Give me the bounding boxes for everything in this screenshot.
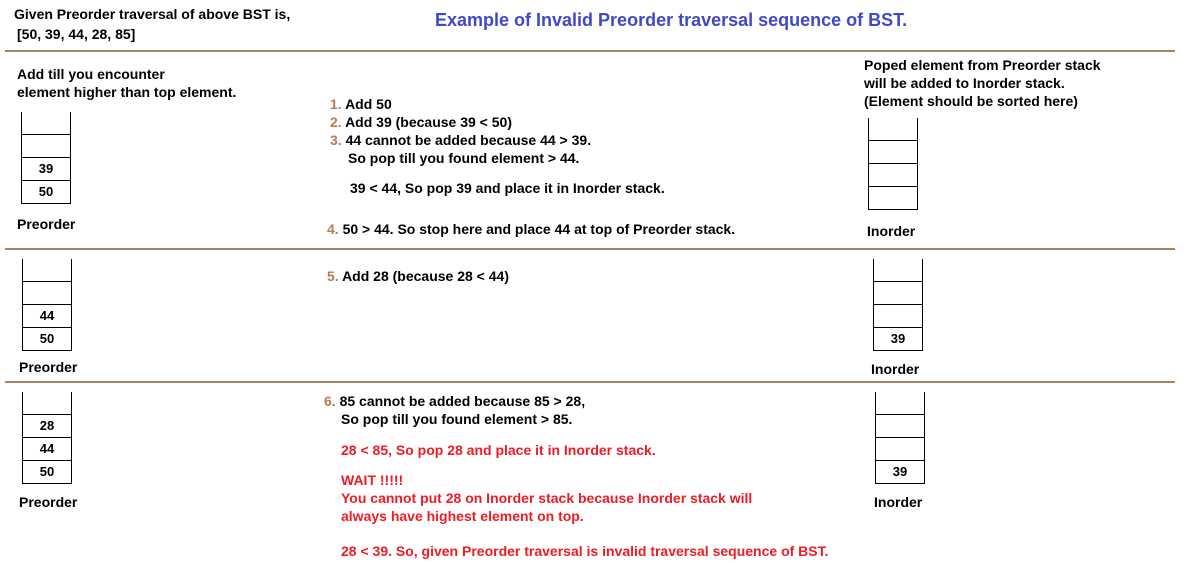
stack-cell bbox=[22, 392, 72, 415]
step-6-continued: So pop till you found element > 85. bbox=[341, 411, 573, 427]
stack-cell bbox=[21, 135, 71, 158]
left-note-line-1: Add till you encounter bbox=[17, 66, 165, 82]
given-line-2: [50, 39, 44, 28, 85] bbox=[17, 26, 136, 42]
stack-cell: 44 bbox=[22, 438, 72, 461]
step-5-number: 5. bbox=[327, 268, 339, 284]
step-4-text: 50 > 44. So stop here and place 44 at top of Preorder stack. bbox=[342, 221, 736, 237]
pop-28-note: 28 < 85, So pop 28 and place it in Inorder stack. bbox=[341, 442, 656, 458]
step-1 bbox=[330, 95, 392, 113]
divider-2 bbox=[5, 248, 1175, 250]
given-line-1: Given Preorder traversal of above BST is, bbox=[14, 6, 291, 22]
preorder-stack-3 bbox=[22, 392, 72, 484]
stack-cell bbox=[873, 305, 923, 328]
stack-cell: 28 bbox=[22, 415, 72, 438]
step-6-text: 85 cannot be added because 85 > 28, bbox=[339, 393, 586, 409]
step-3-number: 3. bbox=[330, 132, 342, 148]
step-2-number: 2. bbox=[330, 114, 342, 130]
wait-note: WAIT !!!!! bbox=[341, 472, 404, 488]
inorder-stack-2 bbox=[873, 259, 923, 351]
step-2 bbox=[330, 113, 512, 131]
step-3 bbox=[330, 131, 591, 149]
stack-cell bbox=[22, 259, 72, 282]
stack-cell: 39 bbox=[873, 328, 923, 351]
left-note-line-2: element higher than top element. bbox=[17, 84, 237, 100]
right-note-line-3: (Element should be sorted here) bbox=[864, 93, 1078, 109]
step-3-text: 44 cannot be added because 44 > 39. bbox=[345, 132, 592, 148]
step-4 bbox=[327, 220, 735, 238]
stack-cell bbox=[875, 415, 925, 438]
step-1-text: Add 50 bbox=[345, 96, 392, 112]
step-6 bbox=[324, 392, 585, 410]
divider-3 bbox=[5, 381, 1175, 383]
stack-cell bbox=[868, 118, 918, 141]
preorder-label-3: Preorder bbox=[19, 494, 78, 510]
stack-cell bbox=[868, 164, 918, 187]
stack-cell bbox=[22, 282, 72, 305]
right-note-line-2: will be added to Inorder stack. bbox=[864, 75, 1065, 91]
step-5 bbox=[327, 267, 509, 285]
divider-1 bbox=[5, 50, 1175, 52]
stack-cell bbox=[868, 187, 918, 210]
preorder-stack-1 bbox=[21, 112, 71, 204]
step-2-text: Add 39 (because 39 < 50) bbox=[345, 114, 512, 130]
invalid-explanation-line-2: always have highest element on top. bbox=[341, 508, 584, 524]
preorder-stack-2 bbox=[22, 259, 72, 351]
preorder-label-1: Preorder bbox=[17, 216, 76, 232]
conclusion-note: 28 < 39. So, given Preorder traversal is invalid traversal sequence of BST. bbox=[341, 543, 829, 559]
inorder-stack-3 bbox=[875, 392, 925, 484]
step-5-text: Add 28 (because 28 < 44) bbox=[342, 268, 509, 284]
stack-cell: 39 bbox=[875, 461, 925, 484]
stack-cell: 39 bbox=[21, 158, 71, 181]
stack-cell: 44 bbox=[22, 305, 72, 328]
step-6-number: 6. bbox=[324, 393, 336, 409]
preorder-label-2: Preorder bbox=[19, 359, 78, 375]
stack-cell bbox=[875, 438, 925, 461]
stack-cell bbox=[21, 112, 71, 135]
stack-cell: 50 bbox=[22, 328, 72, 351]
stack-cell bbox=[875, 392, 925, 415]
inorder-label-2: Inorder bbox=[871, 361, 920, 377]
step-3-continued: So pop till you found element > 44. bbox=[348, 150, 580, 166]
inorder-stack-1 bbox=[868, 118, 918, 210]
stack-cell bbox=[873, 282, 923, 305]
step-3-pop: 39 < 44, So pop 39 and place it in Inorder stack. bbox=[350, 180, 665, 196]
stack-cell bbox=[868, 141, 918, 164]
stack-cell bbox=[873, 259, 923, 282]
stack-cell: 50 bbox=[22, 461, 72, 484]
step-1-number: 1. bbox=[330, 96, 342, 112]
page-title: Example of Invalid Preorder traversal sequence of BST. bbox=[435, 10, 908, 30]
right-note-line-1: Poped element from Preorder stack bbox=[864, 57, 1101, 73]
inorder-label-3: Inorder bbox=[874, 494, 923, 510]
inorder-label-1: Inorder bbox=[867, 223, 916, 239]
stack-cell: 50 bbox=[21, 181, 71, 204]
invalid-explanation-line-1: You cannot put 28 on Inorder stack because Inorder stack will bbox=[341, 490, 753, 506]
step-4-number: 4. bbox=[327, 221, 339, 237]
